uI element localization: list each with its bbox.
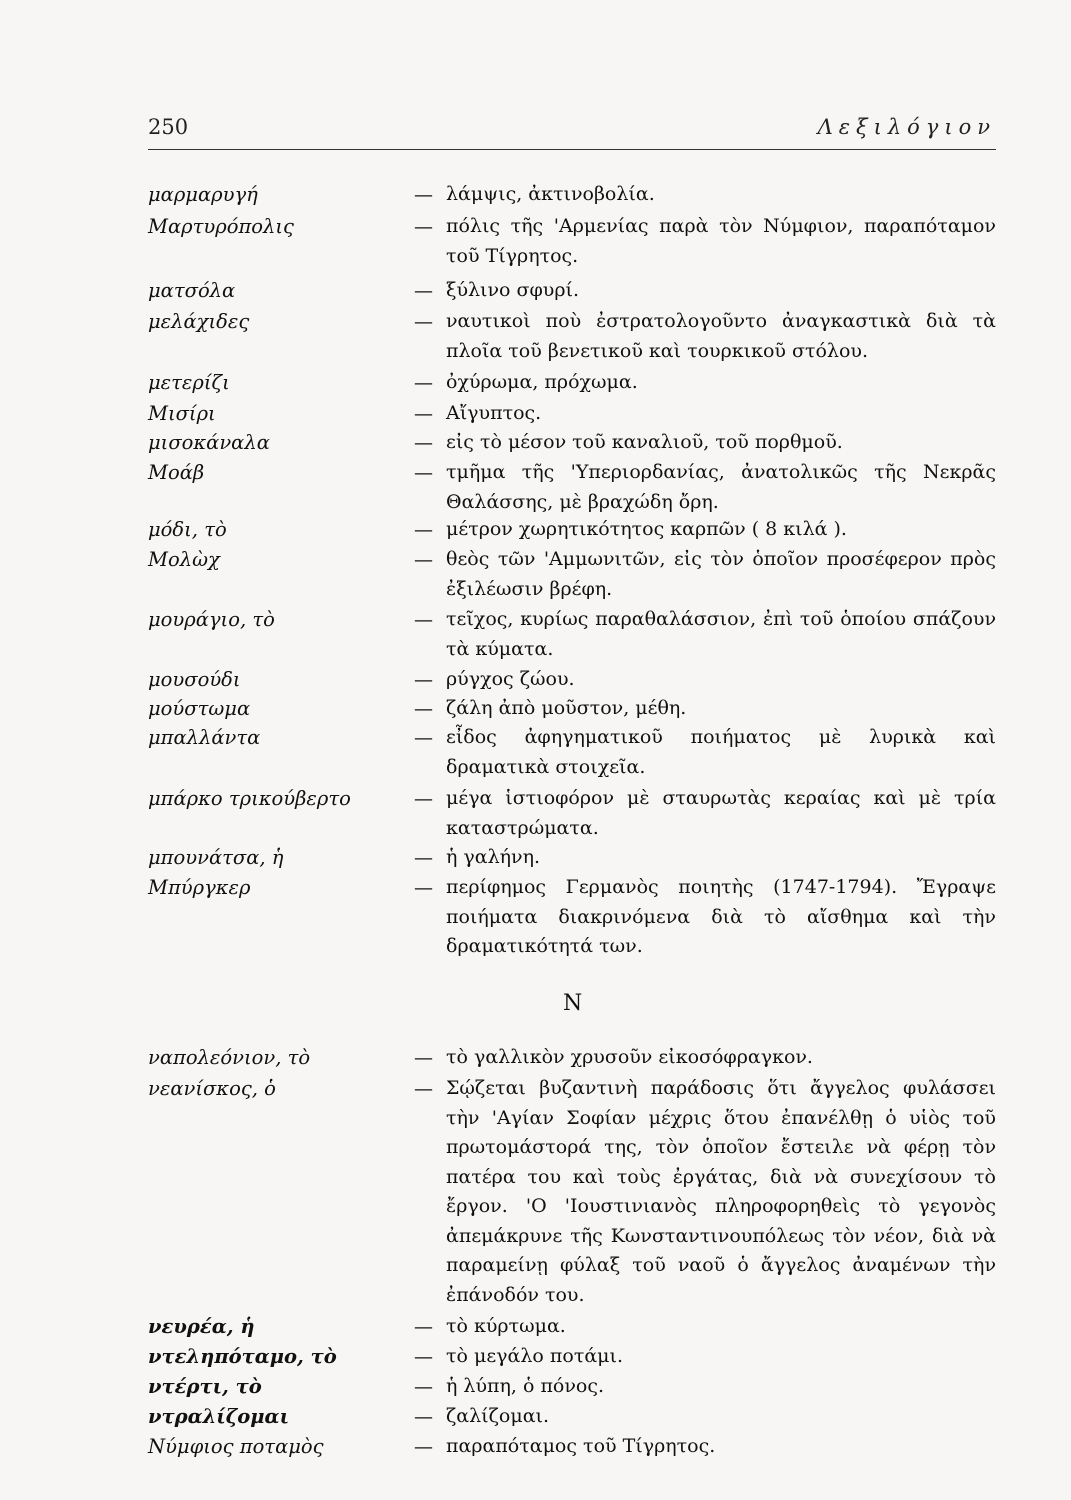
- entry-definition: λάμψις, ἀκτινοβολία.: [446, 183, 655, 205]
- entry-term: νευρέα, ἡ: [148, 1315, 255, 1338]
- header-rule: [148, 149, 996, 150]
- entry-dash: —: [414, 1316, 433, 1338]
- entry-dash: —: [414, 462, 433, 484]
- entry-definition: ἡ λύπη, ὁ πόνος.: [446, 1375, 605, 1397]
- entry-definition: παραπόταμος τοῦ Τίγρητος.: [446, 1435, 716, 1457]
- entry-dash: —: [414, 216, 433, 238]
- entry-definition: εἰς τὸ μέσον τοῦ καναλιοῦ, τοῦ πορθμοῦ.: [446, 431, 843, 453]
- entry-dash: —: [414, 1436, 433, 1458]
- entry-term: Νύμφιος ποταμὸς: [148, 1435, 324, 1458]
- entry-dash: —: [414, 519, 433, 541]
- entry-dash: —: [414, 1376, 433, 1398]
- entry-definition: ὀχύρωμα, πρόχωμα.: [446, 371, 638, 393]
- entry-term: ναπολεόνιον, τὸ: [148, 1046, 311, 1069]
- entry-dash: —: [414, 1078, 433, 1100]
- entry-term: μουράγιο, τὸ: [148, 608, 275, 631]
- entry-term: Μοάβ: [148, 461, 205, 484]
- entry-definition: θεὸς τῶν 'Αμμωνιτῶν, εἰς τὸν ὁποῖον προσέφερον πρὸς ἐξιλέωσιν βρέφη.: [446, 548, 996, 600]
- entry-term: μισοκάναλα: [148, 431, 270, 454]
- entry-definition: περίφημος Γερμανὸς ποιητὴς (1747-1794). Ἔγραψε ποιήματα διακρινόμενα διὰ τὸ αἴσθημα καὶ τὴν δραματικότητά των.: [446, 876, 996, 957]
- entry-term: Μαρτυρόπολις: [148, 215, 294, 238]
- entry-dash: —: [414, 669, 433, 691]
- entry-dash: —: [414, 1346, 433, 1368]
- entry-dash: —: [414, 549, 433, 571]
- entry-definition: τὸ μεγάλο ποτάμι.: [446, 1345, 623, 1367]
- entry-dash: —: [414, 877, 433, 899]
- entry-dash: —: [414, 311, 433, 333]
- entry-definition: μέγα ἱστιοφόρον μὲ σταυρωτὰς κεραίας καὶ μὲ τρία καταστρώματα.: [446, 787, 996, 839]
- entry-term: Μισίρι: [148, 402, 216, 425]
- entry-definition: ζαλίζομαι.: [446, 1405, 550, 1427]
- page-header: [148, 115, 996, 145]
- entry-term: ματσόλα: [148, 279, 236, 302]
- entry-definition: Σῴζεται βυζαντινὴ παράδοσις ὅτι ἄγγελος φυλάσσει τὴν 'Αγίαν Σοφίαν μέχρις ὅτου ἐπανέλθῃ ὁ υἱὸς τοῦ πρωτομάστορά της, τὸν ὁποῖον ἔστειλε νὰ φέρῃ τὸν πατέρα του καὶ τοὺς ἐργάτας, διὰ νὰ συνεχίσουν τὸ ἔργον. 'Ο 'Ιουστινιανὸς πληροφορηθεὶς τὸ γεγονὸς ἀπεμάκρυνε τῆς Κωνσταντινουπόλεως τὸν νέον, διὰ νὰ παραμείνῃ φύλαξ τοῦ ναοῦ ὁ ἄγγελος ἀναμένων τὴν ἐπάνοδόν του.: [446, 1077, 996, 1306]
- entry-definition: Αἴγυπτος.: [446, 402, 542, 424]
- entry-dash: —: [414, 698, 433, 720]
- entry-term: μελάχιδες: [148, 310, 250, 333]
- entry-dash: —: [414, 788, 433, 810]
- entry-term: νεανίσκος, ὁ: [148, 1077, 276, 1100]
- entry-definition: ξύλινο σφυρί.: [446, 279, 580, 301]
- entry-dash: —: [414, 372, 433, 394]
- entry-dash: —: [414, 403, 433, 425]
- entry-dash: —: [414, 184, 433, 206]
- entry-dash: —: [414, 609, 433, 631]
- entry-dash: —: [414, 727, 433, 749]
- entry-dash: —: [414, 1406, 433, 1428]
- entry-dash: —: [414, 847, 433, 869]
- entry-definition: τεῖχος, κυρίως παραθαλάσσιον, ἐπὶ τοῦ ὁποίου σπάζουν τὰ κύματα.: [446, 608, 996, 660]
- entry-term: μούστωμα: [148, 697, 251, 720]
- entry-term: ντέρτι, τὸ: [148, 1375, 262, 1398]
- entry-dash: —: [414, 280, 433, 302]
- entry-term: μπαλλάντα: [148, 726, 261, 749]
- entry-definition: τὸ κύρτωμα.: [446, 1315, 566, 1337]
- entry-definition: ζάλη ἀπὸ μοῦστον, μέθη.: [446, 697, 687, 719]
- entry-definition: τμῆμα τῆς 'Υπεριορδανίας, ἀνατολικῶς τῆς Νεκρᾶς Θαλάσσης, μὲ βραχώδη ὄρη.: [446, 461, 996, 513]
- entry-definition: τὸ γαλλικὸν χρυσοῦν εἰκοσόφραγκον.: [446, 1046, 813, 1068]
- entry-definition: ἡ γαλήνη.: [446, 846, 541, 868]
- entry-definition: πόλις τῆς 'Αρμενίας παρὰ τὸν Νύμφιον, παραπόταμον τοῦ Τίγρητος.: [446, 215, 996, 267]
- entry-term: μαρμαρυγή: [148, 183, 258, 206]
- section-letter: Ν: [563, 991, 583, 1016]
- entry-term: ντραλίζομαι: [148, 1405, 290, 1428]
- entry-term: μπάρκο τρικούβερτο: [148, 787, 351, 810]
- entry-term: Μπύργκερ: [148, 876, 251, 899]
- entry-term: μετερίζι: [148, 371, 230, 394]
- entry-term: μόδι, τὸ: [148, 518, 227, 541]
- page-number: 250: [148, 115, 189, 139]
- entry-term: Μολὼχ: [148, 548, 220, 571]
- entry-definition: μέτρον χωρητικότητος καρπῶν ( 8 κιλά ).: [446, 518, 847, 540]
- running-title: Λεξιλόγιον: [817, 115, 996, 139]
- entry-term: ντεληπόταμο, τὸ: [148, 1345, 337, 1368]
- entry-definition: ναυτικοὶ ποὺ ἐστρατολογοῦντο ἀναγκαστικὰ διὰ τὰ πλοῖα τοῦ βενετικοῦ καὶ τουρκικοῦ στόλου.: [446, 310, 996, 362]
- entry-dash: —: [414, 432, 433, 454]
- entry-dash: —: [414, 1047, 433, 1069]
- entry-definition: εἶδος ἀφηγηματικοῦ ποιήματος μὲ λυρικὰ καὶ δραματικὰ στοιχεῖα.: [446, 726, 996, 778]
- entry-definition: ρύγχος ζώου.: [446, 668, 575, 690]
- entry-term: μουσούδι: [148, 668, 241, 691]
- entry-term: μπουνάτσα, ἡ: [148, 846, 284, 869]
